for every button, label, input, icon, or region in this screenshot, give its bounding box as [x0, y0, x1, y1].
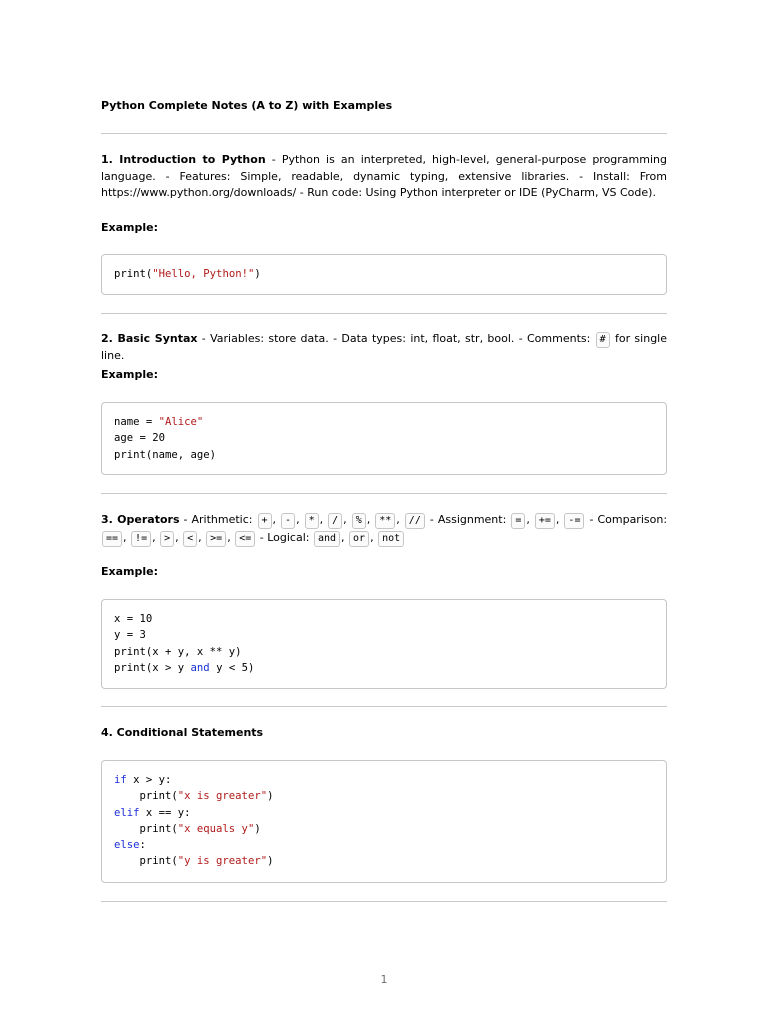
inline-code-operator: %	[352, 513, 366, 529]
inline-code-operator: or	[349, 531, 369, 547]
divider	[101, 706, 667, 707]
code-string: "Hello, Python!"	[152, 268, 255, 280]
code-line: elif x == y:	[114, 806, 191, 819]
assignment-operators	[510, 513, 585, 526]
separator: ,	[366, 513, 375, 526]
code-line: print("y is greater")	[114, 855, 274, 868]
inline-code-operator: /	[328, 513, 342, 529]
section-syntax-heading: 2. Basic Syntax	[101, 332, 198, 345]
inline-code-operator: +=	[535, 513, 555, 529]
separator: ,	[526, 513, 534, 526]
inline-code-operator: -=	[564, 513, 584, 529]
inline-code-operator: !=	[131, 531, 151, 547]
assignment-label: - Assignment:	[425, 513, 511, 526]
inline-code-operator: *	[305, 513, 319, 529]
divider	[101, 313, 667, 314]
inline-code-operator: //	[405, 513, 425, 529]
code-string: "Alice"	[158, 416, 204, 428]
code-block-operators-content	[114, 611, 254, 676]
section-syntax-text: - Variables: store data. - Data types: int, float, str, bool. - Comments:	[197, 332, 595, 345]
inline-code-operator: -	[281, 513, 295, 529]
code-block-intro-content	[114, 266, 261, 282]
divider	[101, 133, 667, 134]
code-line: print(x + y, x ** y)	[114, 645, 242, 658]
inline-code-operator: +	[258, 513, 272, 529]
code-line: print("x equals y")	[114, 822, 261, 835]
code-string: "y is greater"	[177, 855, 268, 868]
inline-code-operator: >=	[206, 531, 226, 547]
separator: ,	[198, 531, 206, 544]
separator: ,	[370, 531, 378, 544]
example-label: Example:	[101, 565, 158, 578]
separator: ,	[152, 531, 160, 544]
section-conditionals-paragraph	[101, 725, 667, 742]
code-block-conditionals	[101, 760, 667, 883]
comparison-operators	[101, 531, 256, 544]
comparison-label: - Comparison:	[585, 513, 668, 526]
code-keyword: and	[190, 661, 210, 674]
inline-code-operator: not	[378, 531, 404, 547]
code-block-operators	[101, 599, 667, 689]
code-string: "x is greater"	[177, 790, 268, 803]
inline-code-operator: **	[375, 513, 395, 529]
divider	[101, 493, 667, 494]
separator: ,	[272, 513, 281, 526]
code-line: y = 3	[114, 629, 146, 642]
code-block-intro	[101, 254, 667, 295]
code-keyword: elif	[114, 806, 140, 819]
code-block-syntax-content	[114, 414, 216, 463]
code-keyword: else	[114, 839, 140, 852]
section-intro-heading: 1. Introduction to Python	[101, 153, 266, 166]
section-intro-text: - Python is an interpreted, high-level, general-purpose programming language. - Features: Simple, readable, dynamic typing, extensive libraries. - Install: From https://www.python.org/downloads/ - Run code: Using Python interpreter or IDE (PyCharm, VS Code).	[101, 153, 667, 199]
inline-code-operator: <=	[235, 531, 255, 547]
separator: ,	[123, 531, 131, 544]
example-label: Example:	[101, 368, 158, 381]
code-block-syntax	[101, 402, 667, 475]
code-line: print("x is greater")	[114, 790, 274, 803]
arithmetic-operators	[257, 513, 426, 526]
code-line: print(x > y and y < 5)	[114, 661, 255, 674]
section-operators-paragraph	[101, 511, 667, 547]
logical-label: - Logical:	[256, 531, 313, 544]
separator: ,	[555, 513, 564, 526]
code-keyword: if	[114, 774, 127, 786]
section-intro-paragraph	[101, 152, 667, 202]
separator: ,	[396, 513, 404, 526]
section-syntax-paragraph	[101, 331, 667, 365]
divider	[101, 901, 667, 902]
separator: ,	[343, 513, 351, 526]
inline-code-operator: =	[511, 513, 525, 529]
inline-code-comment: #	[596, 332, 610, 348]
separator: ,	[341, 531, 349, 544]
document-title: Python Complete Notes (A to Z) with Examples	[101, 99, 393, 112]
code-line: x = 10	[114, 613, 153, 625]
code-line: else:	[114, 839, 146, 852]
code-line: name = "Alice"	[114, 416, 204, 428]
separator: ,	[227, 531, 235, 544]
separator: ,	[175, 531, 183, 544]
code-line: print(name, age)	[114, 448, 217, 461]
inline-code-operator: ==	[102, 531, 122, 547]
section-operators-heading: 3. Operators	[101, 513, 180, 526]
section-syntax-text-end: for single line.	[101, 332, 667, 362]
example-label: Example:	[101, 221, 158, 234]
separator: ,	[296, 513, 304, 526]
code-line: age = 20	[114, 432, 166, 445]
inline-code-operator: and	[314, 531, 340, 547]
inline-code-operator: >	[160, 531, 174, 547]
code-line: if x > y:	[114, 774, 172, 786]
code-line: print("Hello, Python!")	[114, 268, 261, 280]
inline-code-operator: <	[183, 531, 197, 547]
section-conditionals-heading: 4. Conditional Statements	[101, 726, 264, 739]
page-number: 1	[380, 973, 388, 986]
logical-operators	[313, 531, 405, 544]
code-block-conditionals-content	[114, 772, 273, 870]
separator: ,	[319, 513, 328, 526]
code-string: "x equals y"	[177, 822, 255, 835]
arithmetic-label: - Arithmetic:	[179, 513, 257, 526]
